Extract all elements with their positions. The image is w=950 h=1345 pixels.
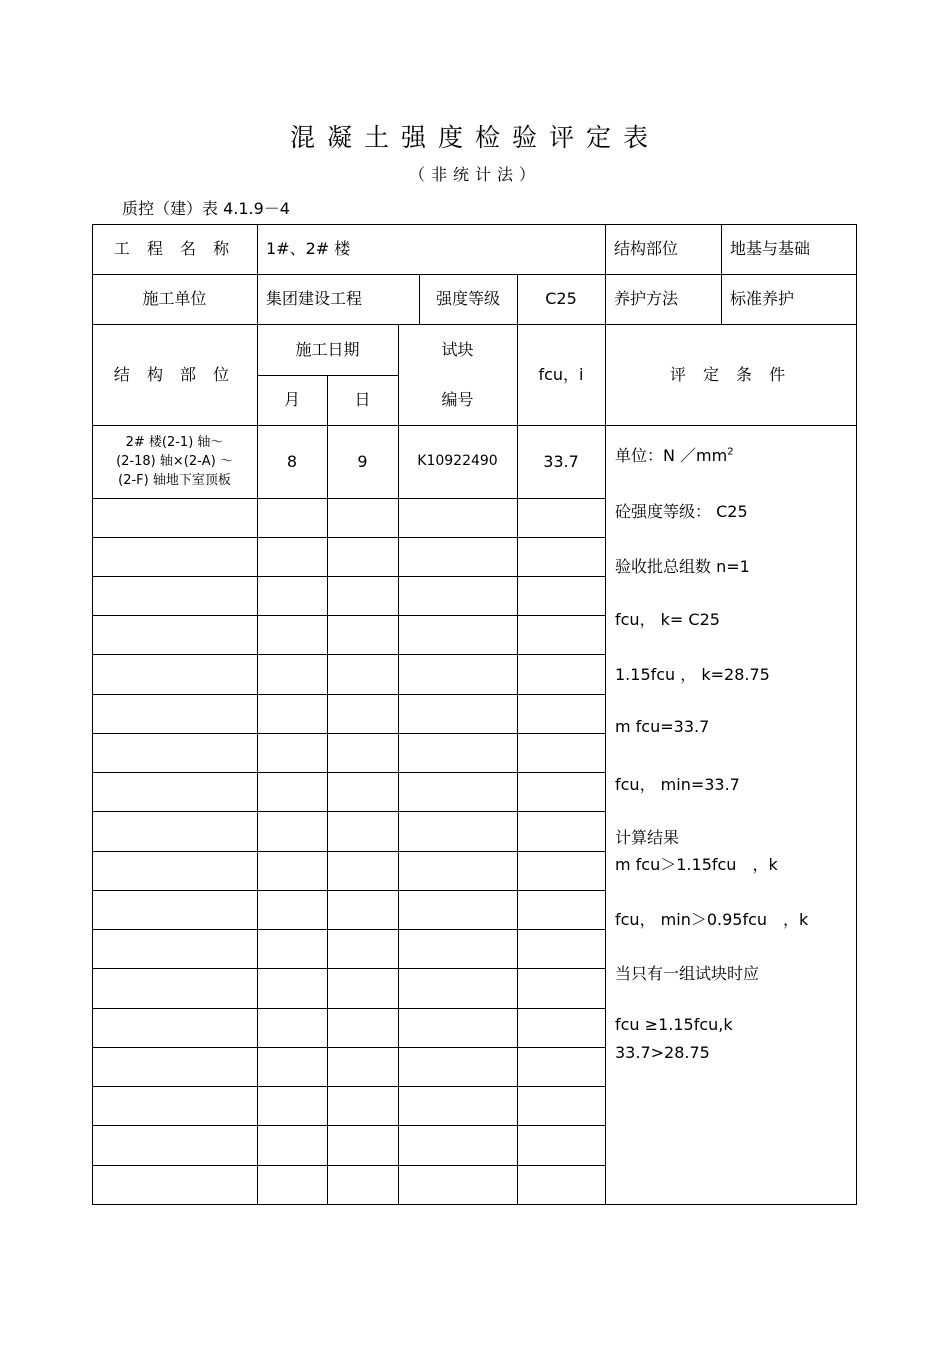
table-rule <box>92 498 605 499</box>
table-border-bottom <box>92 1204 857 1205</box>
project-name-value: 1#、2# 楼 <box>266 239 351 259</box>
col-header-month: 月 <box>283 390 300 410</box>
table-rule <box>92 1008 605 1009</box>
criteria-single-result: 33.7>28.75 <box>615 1043 710 1062</box>
col-header-specimen-line2: 编号 <box>441 390 474 410</box>
page-subtitle: （非统计法） <box>408 165 541 184</box>
table-rule <box>92 615 605 616</box>
table-rule <box>605 324 606 1205</box>
criteria-unit-sup: 2 <box>727 446 734 458</box>
criteria-single-group: 当只有一组试块时应 <box>615 964 760 983</box>
table-rule <box>92 811 605 812</box>
table-rule <box>327 375 328 1205</box>
col-header-specimen-line1: 试块 <box>441 339 474 359</box>
criteria-m-fcu: m fcu=33.7 <box>615 717 710 736</box>
row-location-line2: (2-18) 轴×(2-A) ～ <box>116 454 233 469</box>
table-rule <box>92 694 605 695</box>
curing-method-value: 标准养护 <box>730 289 795 309</box>
criteria-concrete-grade: 砼强度等级： C25 <box>615 502 748 521</box>
col-header-structure-part: 结 构 部 位 <box>113 364 236 384</box>
construction-unit-label: 施工单位 <box>142 289 207 309</box>
strength-grade-value: C25 <box>545 289 577 309</box>
table-row <box>92 425 257 498</box>
table-rule <box>92 772 605 773</box>
table-rule <box>92 890 605 891</box>
row-location-line1: 2# 楼(2-1) 轴～ <box>125 435 224 450</box>
table-rule <box>92 1086 605 1087</box>
row-fcu: 33.7 <box>543 451 579 471</box>
table-rule <box>92 1165 605 1166</box>
criteria-fcu-k: fcu， k= C25 <box>615 610 720 629</box>
table-rule <box>92 968 605 969</box>
criteria-cond2: fcu， min＞0.95fcu ，k <box>615 910 809 929</box>
page-title: 混凝土强度检验评定表 <box>289 123 660 152</box>
table-rule <box>92 1125 605 1126</box>
criteria-unit-text: 单位：N ／mm <box>615 446 728 465</box>
structure-part-label: 结构部位 <box>614 239 679 259</box>
table-rule <box>92 537 605 538</box>
criteria-batch-groups: 验收批总组数 n=1 <box>615 557 750 576</box>
curing-method-label: 养护方法 <box>614 289 679 309</box>
strength-grade-label: 强度等级 <box>435 289 500 309</box>
criteria-fcu-k-115: 1.15fcu ， k=28.75 <box>615 665 770 684</box>
col-header-day: 日 <box>354 390 371 410</box>
criteria-unit <box>615 443 734 466</box>
row-month: 8 <box>286 451 298 471</box>
construction-unit-value: 集团建设工程 <box>266 289 363 309</box>
table-rule <box>92 929 605 930</box>
col-header-fcu: fcu，i <box>538 364 584 384</box>
row-location-line3: (2-F) 轴地下室顶板 <box>118 473 231 488</box>
row-specimen-no: K10922490 <box>417 453 498 470</box>
table-rule <box>92 1047 605 1048</box>
table-rule <box>92 733 605 734</box>
project-name-label: 工 程 名 称 <box>113 239 236 259</box>
row-day: 9 <box>357 451 368 471</box>
structure-part-value: 地基与基础 <box>730 239 811 259</box>
table-rule <box>92 654 605 655</box>
criteria-single-cond: fcu ≥1.15fcu,k <box>615 1015 733 1034</box>
criteria-calc-result: 计算结果 <box>615 828 680 847</box>
criteria-cond1: m fcu＞1.15fcu ，k <box>615 855 778 874</box>
table-border-right <box>856 224 857 1205</box>
table-rule <box>92 576 605 577</box>
table-rule <box>92 851 605 852</box>
form-code: 质控（建）表 4.1.9－4 <box>122 199 290 218</box>
criteria-fcu-min: fcu， min=33.7 <box>615 775 740 794</box>
col-header-criteria: 评 定 条 件 <box>669 364 792 384</box>
col-header-construction-date: 施工日期 <box>295 339 360 359</box>
